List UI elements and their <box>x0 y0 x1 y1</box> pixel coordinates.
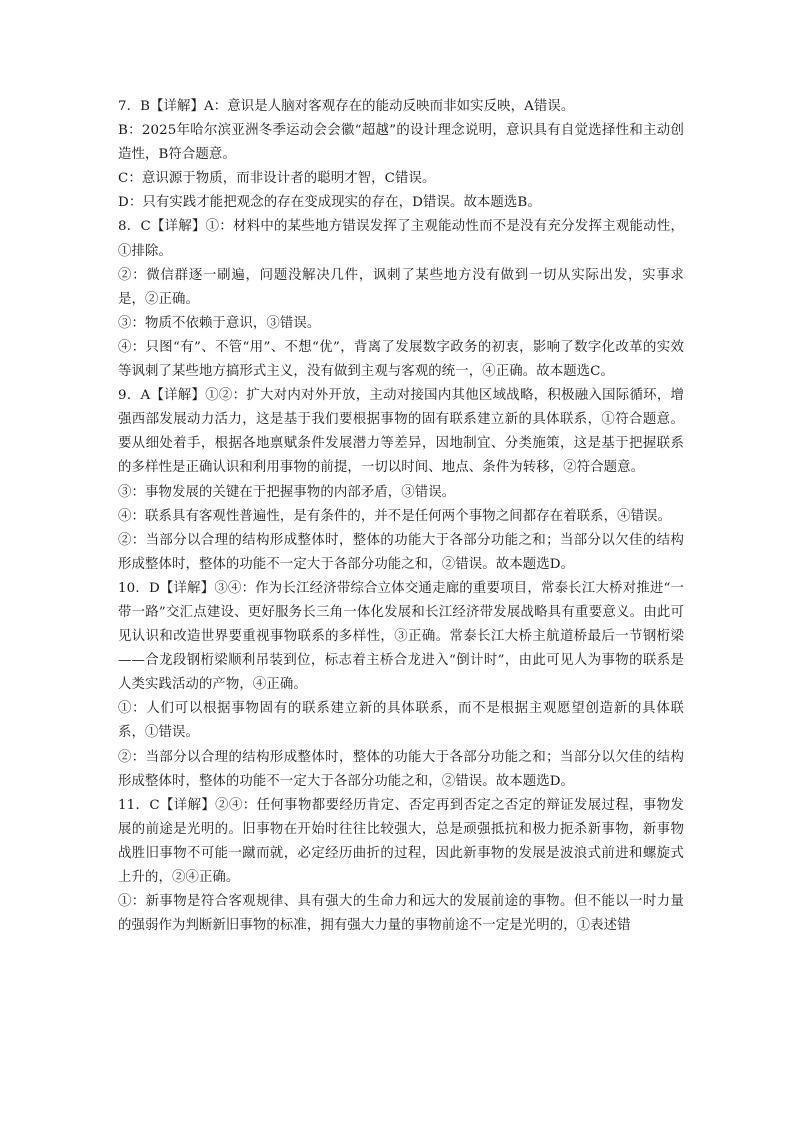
q9-item-3: ③：事物发展的关键在于把握事物的内部矛盾，③错误。 <box>118 484 456 500</box>
answer-explanations <box>118 95 684 938</box>
q10-item-1: ①：人们可以根据事物固有的联系建立新的具体联系，而不是根据主观愿望创造新的具体联系，①错误。 <box>118 701 684 741</box>
q9-answer: 9．A【详解】①②：扩大对内对外开放，主动对接国内其他区域战略，积极融入国际循环，增强西部发展动力活力，这是基于我们要根据事物的固有联系建立新的具体联系，①符合题意。要从细处着手，根据各地禀赋条件发展潜力等差异，因地制宜、分类施策，这是基于把握联系的多样性是正确认识和利用事物的前提，一切以时间、地点、条件为转移，②符合题意。 <box>118 388 684 476</box>
q10-answer: 10．D【详解】③④：作为长江经济带综合立体交通走廊的重要项目，常泰长江大桥对推进“一带一路”交汇点建设、更好服务长三角一体化发展和长江经济带发展战略具有重要意义。由此可见认识和改造世界要重视事物联系的多样性，③正确。常泰长江大桥主航道桥最后一节钢桁梁——合龙段钢桁梁顺利吊装到位，标志着主桥合龙进入“倒计时”，由此可见人为事物的联系是人类实践活动的产物，④正确。 <box>118 580 684 693</box>
q8-item-2: ②：微信群逐一刷遍，问题没解决几件，讽刺了某些地方没有做到一切从实际出发，实事求是，②正确。 <box>118 267 684 307</box>
q8-item-3: ③：物质不依赖于意识，③错误。 <box>118 315 321 331</box>
q11-item-1: ①：新事物是符合客观规律、具有强大的生命力和远大的发展前途的事物。但不能以一时力量的强弱作为判断新旧事物的标准，拥有强大力量的事物前途不一定是光明的，①表述错 <box>118 894 684 934</box>
q8-item-4: ④：只图“有”、不管“用”、不想“优”，背离了发展数字政务的初衷，影响了数字化改革的实效等讽刺了某些地方搞形式主义，没有做到主观与客观的统一，④正确。故本题选C。 <box>118 339 684 380</box>
q9-item-4: ④：联系具有客观性普遍性，是有条件的，并不是任何两个事物之间都存在着联系，④错误。 <box>118 508 672 524</box>
q8-answer: 8．C【详解】①：材料中的某些地方错误发挥了主观能动性而不是没有充分发挥主观能动性，①排除。 <box>118 219 684 259</box>
q7-answer: 7．B【详解】A：意识是人脑对客观存在的能动反映而非如实反映，A错误。 <box>118 99 575 114</box>
q7-option-d: D：只有实践才能把观念的存在变成现实的存在，D错误。故本题选B。 <box>118 195 541 211</box>
q9-item-2: ②：当部分以合理的结构形成整体时，整体的功能大于各部分功能之和；当部分以欠佳的结构形成整体时，整体的功能不一定大于各部分功能之和，②错误。故本题选D。 <box>118 532 684 572</box>
q7-option-b: B：2025年哈尔滨亚洲冬季运动会会徽“超越”的设计理念说明，意识具有自觉选择性和主动创造性，B符合题意。 <box>118 123 684 163</box>
q7-option-c: C：意识源于物质，而非设计者的聪明才智，C错误。 <box>118 171 436 187</box>
q11-answer: 11．C【详解】②④：任何事物都要经历肯定、否定再到否定之否定的辩证发展过程，事物发展的前途是光明的。旧事物在开始时往往比较强大，总是顽强抵抗和极力扼杀新事物，新事物战胜旧事物不可能一蹴而就，必定经历曲折的过程，因此新事物的发展是波浪式前进和螺旋式上升的，②④正确。 <box>118 797 684 885</box>
q10-item-2: ②：当部分以合理的结构形成整体时，整体的功能大于各部分功能之和；当部分以欠佳的结构形成整体时，整体的功能不一定大于各部分功能之和，②错误。故本题选D。 <box>118 749 684 789</box>
